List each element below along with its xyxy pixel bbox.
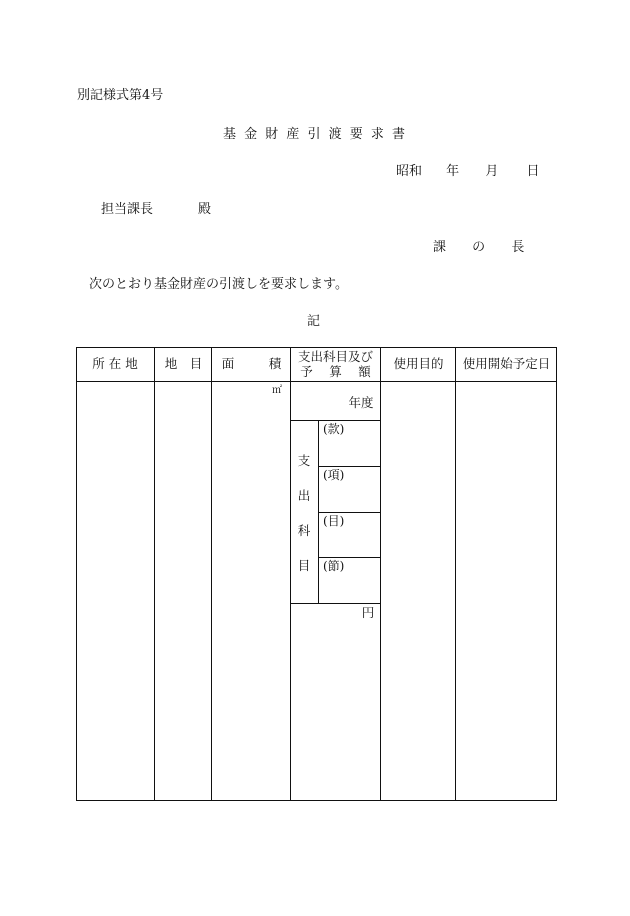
col-header-start-date: 使用開始予定日 — [462, 356, 551, 371]
col-header-area-char-2: 積 — [268, 356, 282, 371]
fiscal-year-label: 年度 — [348, 395, 374, 410]
area-unit: ㎡ — [272, 385, 282, 396]
expenditure-vertical-char-4: 目 — [297, 558, 311, 573]
table-border — [77, 348, 557, 801]
form-number: 別記様式第4号 — [77, 88, 164, 103]
addressee — [101, 198, 211, 217]
yen-unit: 円 — [361, 605, 375, 620]
date-month: 月 — [485, 164, 499, 179]
ki-mark: 記 — [307, 314, 321, 329]
expenditure-vertical-char-1: 支 — [297, 453, 311, 468]
expenditure-vertical-char-3: 科 — [297, 523, 311, 538]
sub-item-moku: (目) — [323, 514, 345, 528]
sub-item-kan: (款) — [323, 422, 345, 436]
sender-char-2: の — [472, 240, 486, 255]
sender — [433, 236, 524, 255]
col-header-purpose: 使用目的 — [393, 356, 444, 371]
sub-item-setsu: (節) — [323, 559, 345, 573]
date-line — [396, 160, 539, 179]
date-day: 日 — [526, 164, 540, 179]
addressee-suffix: 殿 — [198, 202, 212, 217]
date-year: 年 — [446, 164, 460, 179]
sender-char-1: 課 — [433, 240, 447, 255]
col-header-location: 所 在 地 — [92, 356, 138, 371]
sender-char-3: 長 — [511, 240, 525, 255]
col-header-area-char-1: 面 — [221, 356, 235, 371]
request-text: 次のとおり基金財産の引渡しを要求します。 — [89, 277, 348, 292]
addressee-title: 担当課長 — [101, 202, 154, 217]
request-table — [76, 347, 557, 801]
expenditure-vertical-char-2: 出 — [297, 488, 311, 503]
col-header-expenditure-line-1: 支出科目及び — [297, 349, 373, 364]
table-grid — [76, 347, 557, 801]
document-title: 基 金 財 産 引 渡 要 求 書 — [222, 127, 408, 142]
col-header-land-category: 地 目 — [164, 356, 203, 371]
sub-item-kou: (項) — [323, 468, 345, 482]
date-era: 昭和 — [396, 164, 423, 179]
col-header-expenditure-line-2: 予 算 額 — [300, 364, 371, 379]
